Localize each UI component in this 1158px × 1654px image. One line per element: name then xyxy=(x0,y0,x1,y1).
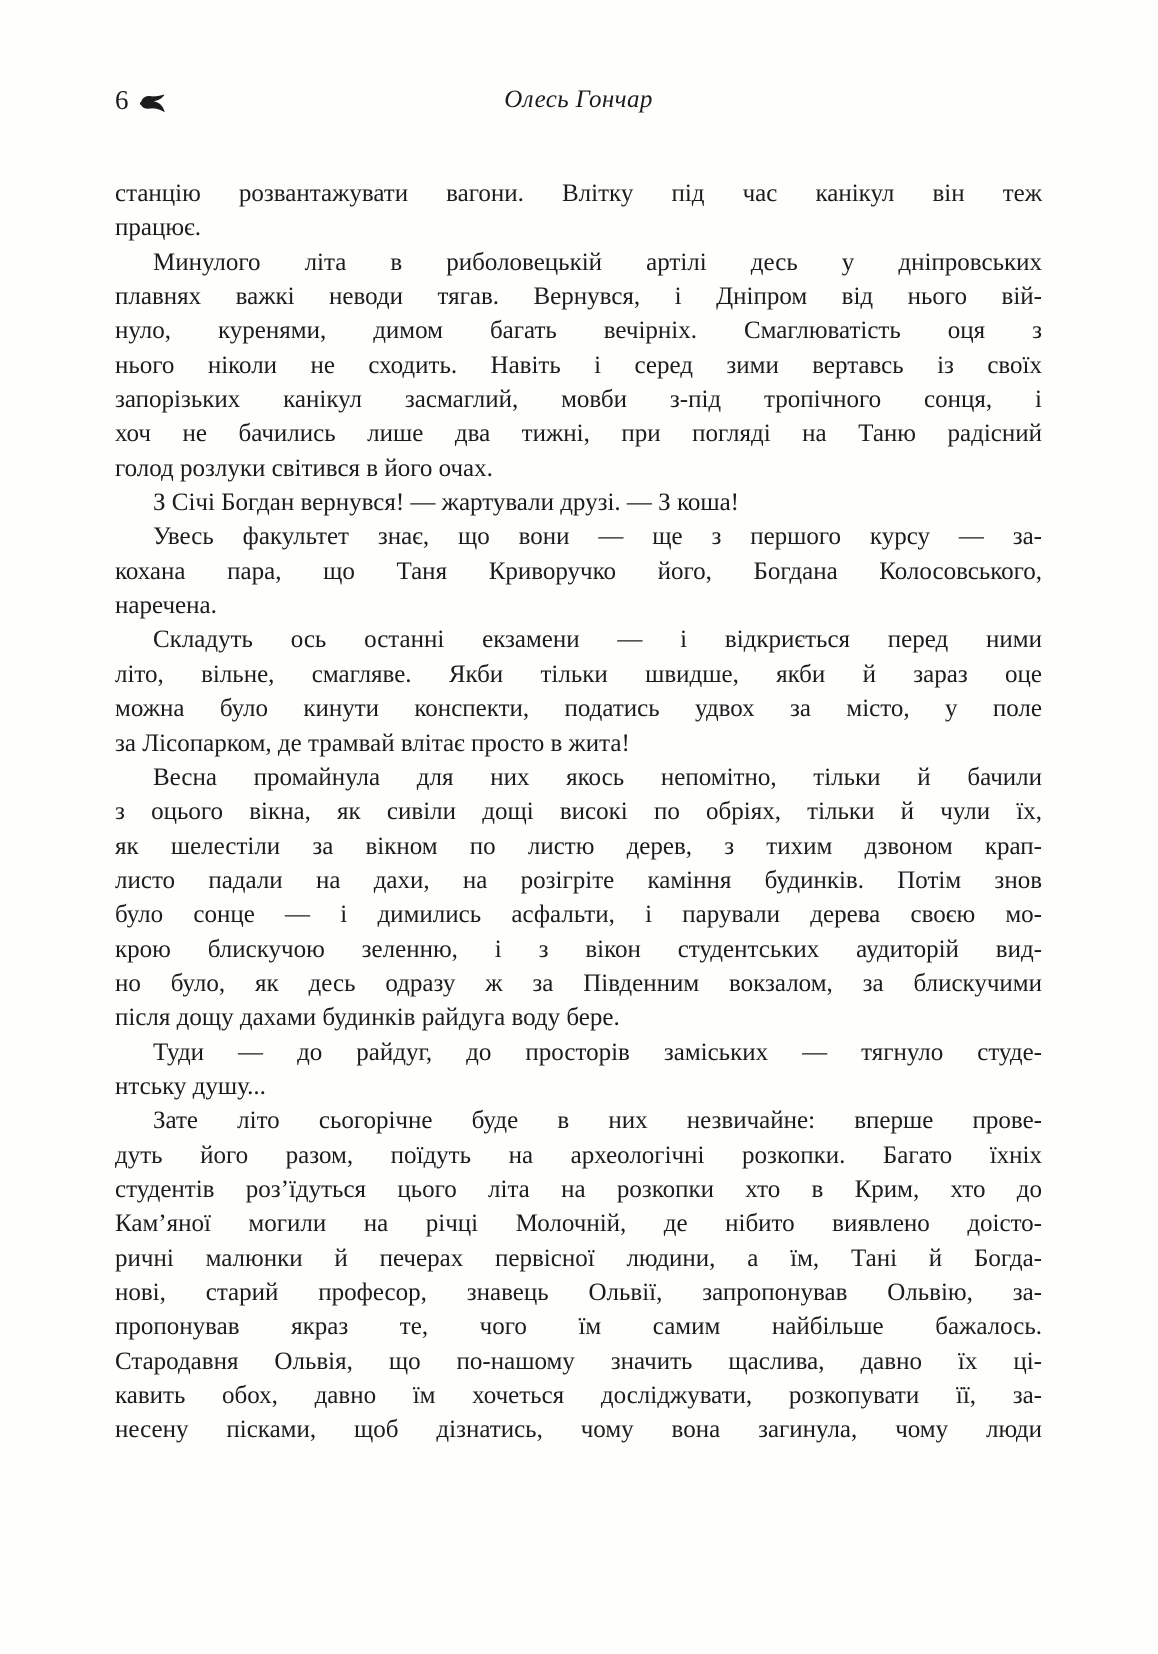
text-line: Минулого літа в риболовецькій артілі десь у дніпровських xyxy=(153,248,1042,276)
paragraph xyxy=(115,623,1042,760)
paragraph xyxy=(115,1104,1042,1447)
text-line: нтську душу... xyxy=(115,1072,266,1100)
text-line: но було, як десь одразу ж за Південним вокзалом, за блискучими xyxy=(115,969,1042,997)
text-line: як шелестіли за вікном по листю дерев, з тихим дзвоном крап- xyxy=(115,832,1042,860)
text-line: працює. xyxy=(115,214,202,242)
text-line: Весна промайнула для них якось непомітно, тільки й бачили xyxy=(153,763,1042,791)
text-line: запорізьких канікул засмаглий, мовби з-під тропічного сонця, і xyxy=(115,386,1042,414)
text-line: після дощу дахами будинків райдуга воду бере. xyxy=(115,1004,620,1032)
fleuron-ornament-icon xyxy=(139,94,167,113)
text-line: Зате літо сьогорічне буде в них незвичайне: вперше прове- xyxy=(153,1107,1042,1135)
text-line: Увесь факультет знає, що вони — ще з першого курсу — за- xyxy=(153,523,1042,551)
text-line: станцію розвантажувати вагони. Влітку під час канікул він теж xyxy=(115,180,1042,207)
text-line: наречена. xyxy=(115,592,217,620)
paragraph xyxy=(115,246,1042,486)
text-line: студентів роз’їдуться цього літа на розкопки хто в Крим, хто до xyxy=(115,1175,1042,1203)
text-line: кавить обох, давно їм хочеться досліджувати, розкопувати її, за- xyxy=(115,1382,1042,1410)
text-line: листо падали на дахи, на розігріте каміння будинків. Потім знов xyxy=(115,866,1042,894)
text-line: крою блискучою зеленню, і з вікон студентських аудиторій вид- xyxy=(115,935,1042,963)
text-line: нуло, куренями, димом багать вечірніх. Смаглюватість оця з xyxy=(115,317,1042,345)
text-line: хоч не бачились лише два тижні, при погляді на Таню радісний xyxy=(115,420,1042,448)
folio xyxy=(115,84,167,116)
text-line: за Лісопарком, де трамвай влітає просто в жита! xyxy=(115,729,630,757)
running-title: Олесь Гончар xyxy=(504,86,653,113)
text-line: з оцього вікна, як сивіли дощі високі по обріях, тільки й чули їх, xyxy=(115,798,1042,826)
text-line: Туди — до райдуг, до просторів заміських — тягнуло студе- xyxy=(153,1038,1042,1066)
text-block xyxy=(115,177,1042,1448)
text-line: дуть його разом, поїдуть на археологічні розкопки. Багато їхніх xyxy=(115,1141,1042,1169)
text-line: було сонце — і димились асфальти, і парували дерева своєю мо- xyxy=(115,901,1042,929)
paragraph xyxy=(115,177,1042,246)
text-line: плавнях важкі неводи тягав. Вернувся, і Дніпром від нього вій- xyxy=(115,283,1042,311)
text-line: літо, вільне, смагляве. Якби тільки швидше, якби й зараз оце xyxy=(115,660,1042,688)
text-line: пропонував якраз те, чого їм самим найбільше бажалось. xyxy=(115,1313,1042,1341)
paragraph xyxy=(115,761,1042,1036)
text-line: ричні малюнки й печерах первісної людини, а їм, Тані й Богда- xyxy=(115,1244,1042,1272)
text-line: голод розлуки світився в його очах. xyxy=(115,454,493,482)
text-line: Стародавня Ольвія, що по-нашому значить щаслива, давно їх ці- xyxy=(115,1347,1042,1375)
paragraph xyxy=(115,1036,1042,1105)
page-header xyxy=(115,84,1042,120)
text-line: Кам’яної могили на річці Молочній, де нібито виявлено доісто- xyxy=(115,1210,1042,1238)
paragraph xyxy=(115,520,1042,623)
text-line: Складуть ось останні екзамени — і відкриється перед ними xyxy=(153,626,1042,654)
text-line: нього ніколи не сходить. Навіть і серед зими вертавсь із своїх xyxy=(115,351,1042,379)
text-line: кохана пара, що Таня Криворучко його, Богдана Колосовського, xyxy=(115,557,1042,585)
text-line: З Січі Богдан вернувся! — жартували друзі. — З коша! xyxy=(153,489,739,517)
text-line: можна було кинути конспекти, податись удвох за місто, у поле xyxy=(115,695,1042,723)
text-line: несену пісками, щоб дізнатись, чому вона загинула, чому люди xyxy=(115,1416,1042,1444)
page-number: 6 xyxy=(115,85,129,115)
paragraph xyxy=(115,486,1042,520)
text-line: нові, старий професор, знавець Ольвії, запропонував Ольвію, за- xyxy=(115,1279,1042,1306)
